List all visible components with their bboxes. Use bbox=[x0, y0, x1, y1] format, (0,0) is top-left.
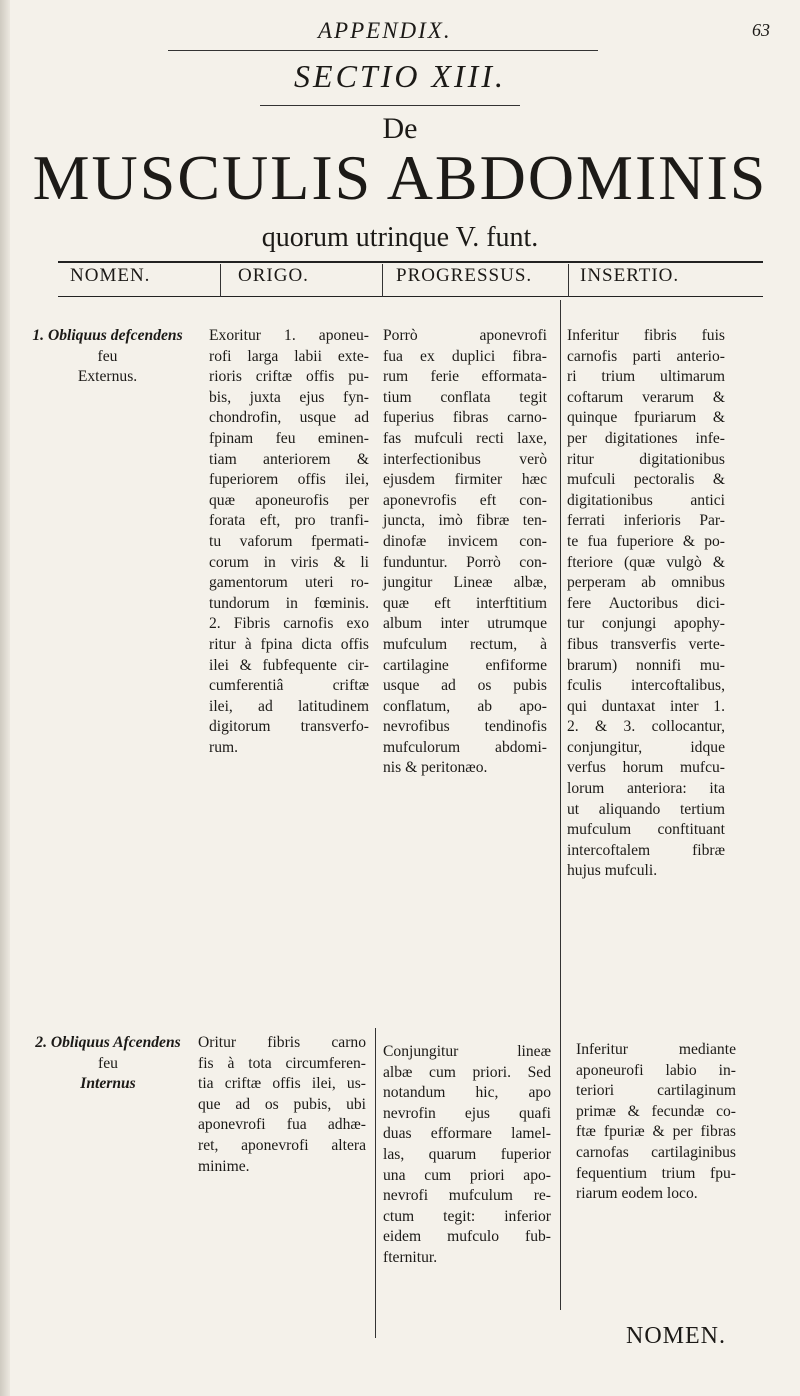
muscle-name-alt: Externus. bbox=[77, 368, 138, 386]
text-line: intercoftalem fibræ bbox=[567, 841, 725, 859]
text-line: funduntur. Porrò con- bbox=[383, 553, 547, 571]
text-line: chondrofin, usque ad bbox=[209, 409, 369, 427]
text-line: corum in viris & li bbox=[209, 553, 369, 571]
text-line: digitorum transverfo- bbox=[209, 718, 369, 736]
row1-nomen bbox=[30, 326, 185, 388]
text-line: una cum priori apo- bbox=[383, 1166, 551, 1184]
column-header-insertio: INSERTIO. bbox=[580, 265, 680, 286]
header-rule bbox=[168, 50, 598, 51]
text-line: fibus transverfis verte- bbox=[567, 635, 725, 653]
text-line: rofi larga labii exte- bbox=[209, 347, 369, 365]
text-line: mufculum conftituant bbox=[567, 821, 725, 839]
section-rule bbox=[260, 105, 520, 106]
text-line: coftarum verarum & bbox=[567, 388, 725, 406]
text-line: jungitur Lineæ albæ, bbox=[383, 574, 547, 592]
text-line: fas mufculi recti laxe, bbox=[383, 429, 547, 447]
text-line: per digitationes infe- bbox=[567, 429, 725, 447]
muscle-name: 1. Obliquus defcendens bbox=[32, 327, 183, 344]
text-line: las, quarum fuperior bbox=[383, 1145, 551, 1163]
text-line: nis & peritonæo. bbox=[383, 759, 488, 777]
text-line: primæ & fecundæ co- bbox=[576, 1102, 736, 1120]
text-line: brarum) nonnifi mu- bbox=[567, 656, 725, 674]
text-line: conjungitur, idque bbox=[567, 738, 725, 756]
text-line: cartilagine enfiforme bbox=[383, 656, 547, 674]
text-line: fculis intercoftalibus, bbox=[567, 677, 725, 695]
text-line: riarum eodem loco. bbox=[576, 1185, 698, 1203]
text-line: que ad os pubis, ubi bbox=[198, 1095, 366, 1113]
text-line: cumferentiâ criftæ bbox=[209, 677, 369, 695]
text-line: nevrofin ejus quafi bbox=[383, 1104, 551, 1122]
text-line: interfectionibus verò bbox=[383, 450, 547, 468]
catchword: NOMEN. bbox=[626, 1323, 726, 1349]
text-line: fteriore (quæ vulgò & bbox=[567, 553, 725, 571]
text-line: fpinam feu eminen- bbox=[209, 429, 369, 447]
text-line: fere Auctoribus dici- bbox=[567, 594, 725, 612]
page-number: 63 bbox=[752, 20, 770, 40]
row1-origo bbox=[209, 326, 369, 758]
text-line: rioris criftæ offis pu- bbox=[209, 368, 369, 386]
text-line: fua ex duplici fibra- bbox=[383, 347, 547, 365]
table-header-rule bbox=[58, 296, 763, 297]
text-line: 2. & 3. collocantur, bbox=[567, 718, 725, 736]
section-subtitle: quorum utrinque V. funt. bbox=[261, 222, 539, 253]
text-line: Conjungitur lineæ bbox=[383, 1043, 551, 1060]
text-line: hujus mufculi. bbox=[567, 862, 658, 880]
text-line: nevrofi mufculum re- bbox=[383, 1187, 551, 1205]
text-line: qui duntaxat inter 1. bbox=[567, 697, 725, 715]
muscle-name-or: feu bbox=[98, 1054, 118, 1072]
text-line: carnofas cartilaginibus bbox=[576, 1143, 736, 1161]
text-line: quinque fpuriarum & bbox=[567, 409, 725, 427]
text-line: tundorum in fœminis. bbox=[209, 594, 369, 612]
text-line: duas efformare lamel- bbox=[383, 1125, 551, 1143]
text-line: Exoritur 1. aponeu- bbox=[209, 327, 369, 344]
text-line: aponevrofis eft con- bbox=[383, 491, 547, 509]
text-line: juncta, imò fibræ ten- bbox=[383, 512, 547, 530]
text-line: dinofæ invicem con- bbox=[383, 532, 547, 550]
muscle-name-alt: Internus bbox=[80, 1075, 136, 1093]
text-line: digitationibus antici bbox=[567, 491, 725, 509]
text-line: fis à tota circumferen- bbox=[198, 1054, 366, 1072]
text-line: album inter utrumque bbox=[383, 615, 547, 633]
text-line: carnofis parti anterio- bbox=[567, 347, 725, 365]
running-title: APPENDIX. bbox=[318, 18, 452, 43]
text-line: 2. Fibris carnofis exo bbox=[209, 615, 369, 633]
text-line: tia criftæ offis ilei, us- bbox=[198, 1075, 366, 1093]
text-line: verfus horum mufcu- bbox=[567, 759, 725, 777]
text-line: ritur digitationibus bbox=[567, 450, 725, 468]
row2-progressus bbox=[383, 1042, 551, 1269]
row1-progressus bbox=[383, 326, 547, 779]
column-header-progressus: PROGRESSUS. bbox=[396, 265, 533, 286]
text-line: forata eft, pro tranfi- bbox=[209, 512, 369, 530]
text-line: gamentorum uteri ro- bbox=[209, 574, 369, 592]
section-title: MUSCULIS ABDOMINIS bbox=[32, 142, 768, 213]
text-line: fternitur. bbox=[383, 1248, 438, 1266]
column-header-origo: ORIGO. bbox=[238, 265, 309, 286]
text-line: tium conflata tegit bbox=[383, 388, 547, 406]
column-divider bbox=[568, 264, 569, 297]
text-line: fuperius fibras carno- bbox=[383, 409, 547, 427]
text-line: ctum tegit: inferior bbox=[383, 1207, 551, 1225]
text-line: notandum hic, apo bbox=[383, 1084, 551, 1102]
text-line: quæ aponeurofis per bbox=[209, 491, 369, 509]
text-line: ftæ fpuriæ & per fibras bbox=[576, 1123, 736, 1141]
text-line: perperam ab omnibus bbox=[567, 574, 725, 592]
column-header-nomen: NOMEN. bbox=[70, 265, 151, 286]
text-line: nevrofibus tendinofis bbox=[383, 718, 547, 736]
text-line: ritur à fpina dicta offis bbox=[209, 635, 369, 653]
section-label: SECTIO XIII. bbox=[294, 58, 506, 94]
row2-origo bbox=[198, 1033, 366, 1177]
text-line: ilei, ad latitudinem bbox=[209, 697, 369, 715]
table-top-rule bbox=[58, 261, 763, 263]
section-de: De bbox=[382, 112, 418, 145]
text-line: fuperiorem offis ilei, bbox=[209, 471, 369, 489]
text-line: ut aliquando tertium bbox=[567, 800, 725, 818]
text-line: tu vaforum fpermati- bbox=[209, 532, 369, 550]
text-line: usque ad os pubis bbox=[383, 677, 547, 695]
text-line: ri trium ultimarum bbox=[567, 368, 725, 386]
text-line: ejusdem firmiter hæc bbox=[383, 471, 547, 489]
text-line: albæ cum priori. Sed bbox=[383, 1063, 551, 1081]
text-line: teriori cartilaginum bbox=[576, 1082, 736, 1100]
text-line: mufculum rectum, à bbox=[383, 635, 547, 653]
text-line: ret, aponevrofi altera bbox=[198, 1136, 366, 1154]
text-line: Oritur fibris carno bbox=[198, 1034, 366, 1051]
column-divider bbox=[375, 1028, 376, 1338]
text-line: mufculorum abdomi- bbox=[383, 738, 547, 756]
text-line: Inferitur fibris fuis bbox=[567, 327, 725, 344]
column-divider bbox=[220, 264, 221, 297]
text-line: ilei & fubfequente cir- bbox=[209, 656, 369, 674]
text-line: tiam anteriorem & bbox=[209, 450, 369, 468]
text-line: aponevrofi fua adhæ- bbox=[198, 1116, 366, 1134]
text-line: minime. bbox=[198, 1157, 250, 1175]
text-line: lorum anteriora: ita bbox=[567, 780, 725, 798]
text-line: Inferitur mediante bbox=[576, 1041, 736, 1058]
text-line: Porrò aponevrofi bbox=[383, 327, 547, 344]
text-line: bis, juxta ejus fyn- bbox=[209, 388, 369, 406]
muscle-name-or: feu bbox=[97, 347, 118, 365]
column-divider bbox=[560, 300, 561, 1310]
row1-insertio bbox=[567, 326, 725, 882]
row2-insertio bbox=[576, 1040, 736, 1205]
text-line: tur conjungi apophy- bbox=[567, 615, 725, 633]
text-line: eidem mufculo fub- bbox=[383, 1228, 551, 1246]
column-divider bbox=[382, 264, 383, 297]
text-line: conflatum, ab apo- bbox=[383, 697, 547, 715]
text-line: aponeurofi labio in- bbox=[576, 1061, 736, 1079]
running-head bbox=[0, 18, 800, 48]
row2-nomen bbox=[28, 1033, 188, 1095]
text-line: fequentium trium fpu- bbox=[576, 1164, 736, 1182]
text-line: te fua fuperiore & po- bbox=[567, 532, 725, 550]
text-line: mufculi pectoralis & bbox=[567, 471, 725, 489]
text-line: rum. bbox=[209, 738, 239, 756]
text-line: quæ eft interftitium bbox=[383, 594, 547, 612]
muscle-name: 2. Obliquus Afcendens bbox=[35, 1034, 181, 1051]
text-line: ferrati inferioris Par- bbox=[567, 512, 725, 530]
text-line: rum ferie efformata- bbox=[383, 368, 547, 386]
